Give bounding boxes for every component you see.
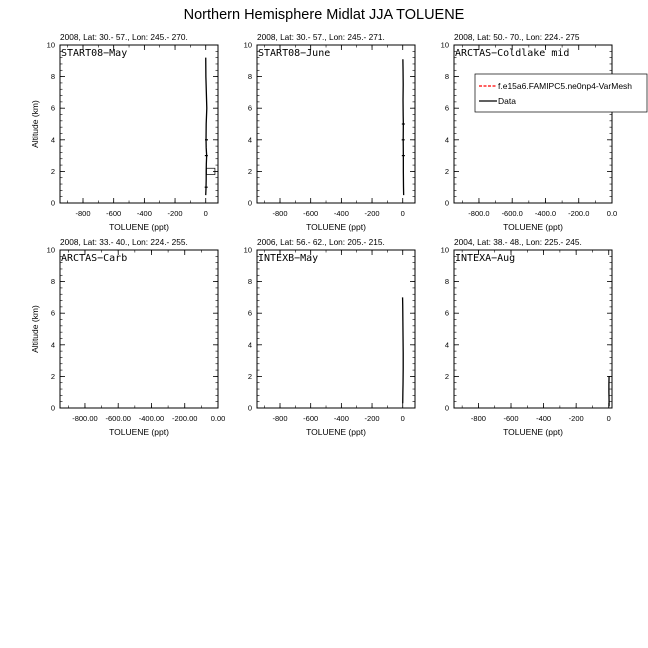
x-tick-label: -200.00 [172, 414, 198, 423]
plot-frame [257, 250, 415, 408]
x-tick-label: -200 [568, 414, 584, 423]
x-tick-label: -400.0 [534, 209, 557, 218]
x-tick-label: -600.0 [501, 209, 523, 218]
campaign-label: ARCTAS−Coldlake mid [455, 48, 570, 59]
x-tick-label: 0 [606, 414, 611, 423]
x-tick-label: 0 [400, 414, 405, 423]
x-tick-label: -400 [333, 209, 349, 218]
y-tick-label: 8 [444, 277, 449, 287]
x-tick-label: -400 [333, 414, 349, 423]
series-line-1 [403, 297, 404, 403]
y-tick-label: 6 [444, 103, 449, 113]
x-tick-label: -200 [364, 414, 380, 423]
legend-data-label: Data [498, 96, 516, 106]
y-axis-label: Altitude (km) [30, 100, 40, 148]
y-tick-label: 4 [444, 135, 449, 145]
y-tick-label: 4 [50, 340, 55, 350]
y-tick-label: 10 [46, 245, 55, 255]
campaign-label: INTEXA−Aug [455, 253, 516, 264]
campaign-label: START08−May [61, 48, 128, 59]
x-tick-label: -600 [106, 209, 122, 218]
plot-frame [257, 45, 415, 203]
y-tick-label: 6 [50, 103, 55, 113]
x-tick-label: -800 [75, 209, 91, 218]
y-tick-label: 0 [444, 403, 449, 413]
y-tick-label: 10 [440, 40, 449, 50]
plot-frame [60, 250, 218, 408]
y-tick-label: 4 [50, 135, 55, 145]
panel-header: 2006, Lat: 56.- 62., Lon: 205.- 215. [257, 237, 385, 247]
x-tick-label: -800 [470, 414, 486, 423]
campaign-label: START08−June [258, 48, 331, 59]
y-tick-label: 2 [444, 371, 449, 381]
x-tick-label: -600 [303, 414, 319, 423]
y-tick-label: 2 [50, 371, 55, 381]
chart-panel-5 [244, 237, 415, 437]
chart-panel-2 [244, 32, 415, 232]
plot-frame [454, 45, 612, 203]
x-axis-label: TOLUENE (ppt) [306, 222, 366, 232]
x-axis-label: TOLUENE (ppt) [503, 222, 563, 232]
figure-title: Northern Hemisphere Midlat JJA TOLUENE [183, 7, 465, 23]
y-tick-label: 8 [50, 72, 55, 82]
y-tick-label: 0 [50, 403, 55, 413]
x-tick-label: -400 [536, 414, 552, 423]
x-axis-label: TOLUENE (ppt) [503, 427, 563, 437]
panel-header: 2008, Lat: 30.- 57., Lon: 245.- 271. [257, 32, 385, 42]
panel-header: 2008, Lat: 30.- 57., Lon: 245.- 270. [60, 32, 188, 42]
y-tick-label: 10 [243, 40, 252, 50]
y-tick-label: 2 [50, 166, 55, 176]
series-line-1 [403, 59, 404, 195]
plot-frame [60, 45, 218, 203]
y-tick-label: 10 [46, 40, 55, 50]
chart-panel-3 [441, 32, 647, 232]
x-tick-label: -400.00 [138, 414, 165, 423]
y-tick-label: 8 [247, 72, 252, 82]
x-tick-label: -800 [272, 209, 288, 218]
y-tick-label: 6 [444, 308, 449, 318]
y-tick-label: 10 [440, 245, 449, 255]
chart-panel-6 [441, 237, 612, 437]
x-tick-label: 0.00 [210, 414, 226, 423]
y-tick-label: 10 [243, 245, 252, 255]
panel-header: 2008, Lat: 50.- 70., Lon: 224.- 275 [454, 32, 580, 42]
legend-box [475, 74, 647, 112]
y-tick-label: 4 [247, 135, 252, 145]
y-tick-label: 6 [247, 308, 252, 318]
x-tick-label: 0 [400, 209, 405, 218]
y-tick-label: 4 [444, 340, 449, 350]
data-layer [403, 297, 404, 403]
x-tick-label: -200.0 [568, 209, 590, 218]
y-tick-label: 8 [444, 72, 449, 82]
data-layer [402, 59, 405, 195]
panel-header: 2004, Lat: 38.- 48., Lon: 225.- 245. [454, 237, 582, 247]
x-tick-label: -200 [364, 209, 380, 218]
x-tick-label: -800 [272, 414, 288, 423]
y-tick-label: 6 [247, 103, 252, 113]
y-tick-label: 4 [247, 340, 252, 350]
x-tick-label: 0 [203, 209, 208, 218]
chart-panel-1 [30, 32, 218, 232]
y-tick-label: 6 [50, 308, 55, 318]
x-tick-label: -600 [303, 209, 319, 218]
x-axis-label: TOLUENE (ppt) [109, 427, 169, 437]
y-axis-label: Altitude (km) [30, 305, 40, 353]
x-axis-label: TOLUENE (ppt) [306, 427, 366, 437]
campaign-label: INTEXB−May [258, 253, 319, 264]
y-tick-label: 0 [247, 198, 252, 208]
y-tick-label: 8 [50, 277, 55, 287]
y-tick-label: 0 [50, 198, 55, 208]
x-tick-label: -200 [167, 209, 183, 218]
y-tick-label: 2 [444, 166, 449, 176]
plot-frame [454, 250, 612, 408]
legend [475, 74, 647, 112]
y-tick-label: 2 [247, 371, 252, 381]
y-tick-label: 2 [247, 166, 252, 176]
campaign-label: ARCTAS−Carb [61, 253, 128, 264]
legend-model-label: f.e15a6.FAMIPC5.ne0np4-VarMesh [498, 81, 633, 91]
x-tick-label: -600.00 [105, 414, 131, 423]
y-tick-label: 8 [247, 277, 252, 287]
x-tick-label: 0.0 [606, 209, 618, 218]
y-tick-label: 0 [444, 198, 449, 208]
chart-panel-4 [30, 237, 225, 437]
x-axis-label: TOLUENE (ppt) [109, 222, 169, 232]
x-tick-label: -600 [503, 414, 519, 423]
x-tick-label: -400 [136, 209, 152, 218]
panel-header: 2008, Lat: 33.- 40., Lon: 224.- 255. [60, 237, 188, 247]
x-tick-label: -800.00 [72, 414, 98, 423]
y-tick-label: 0 [247, 403, 252, 413]
x-tick-label: -800.0 [468, 209, 490, 218]
data-layer [205, 58, 215, 195]
